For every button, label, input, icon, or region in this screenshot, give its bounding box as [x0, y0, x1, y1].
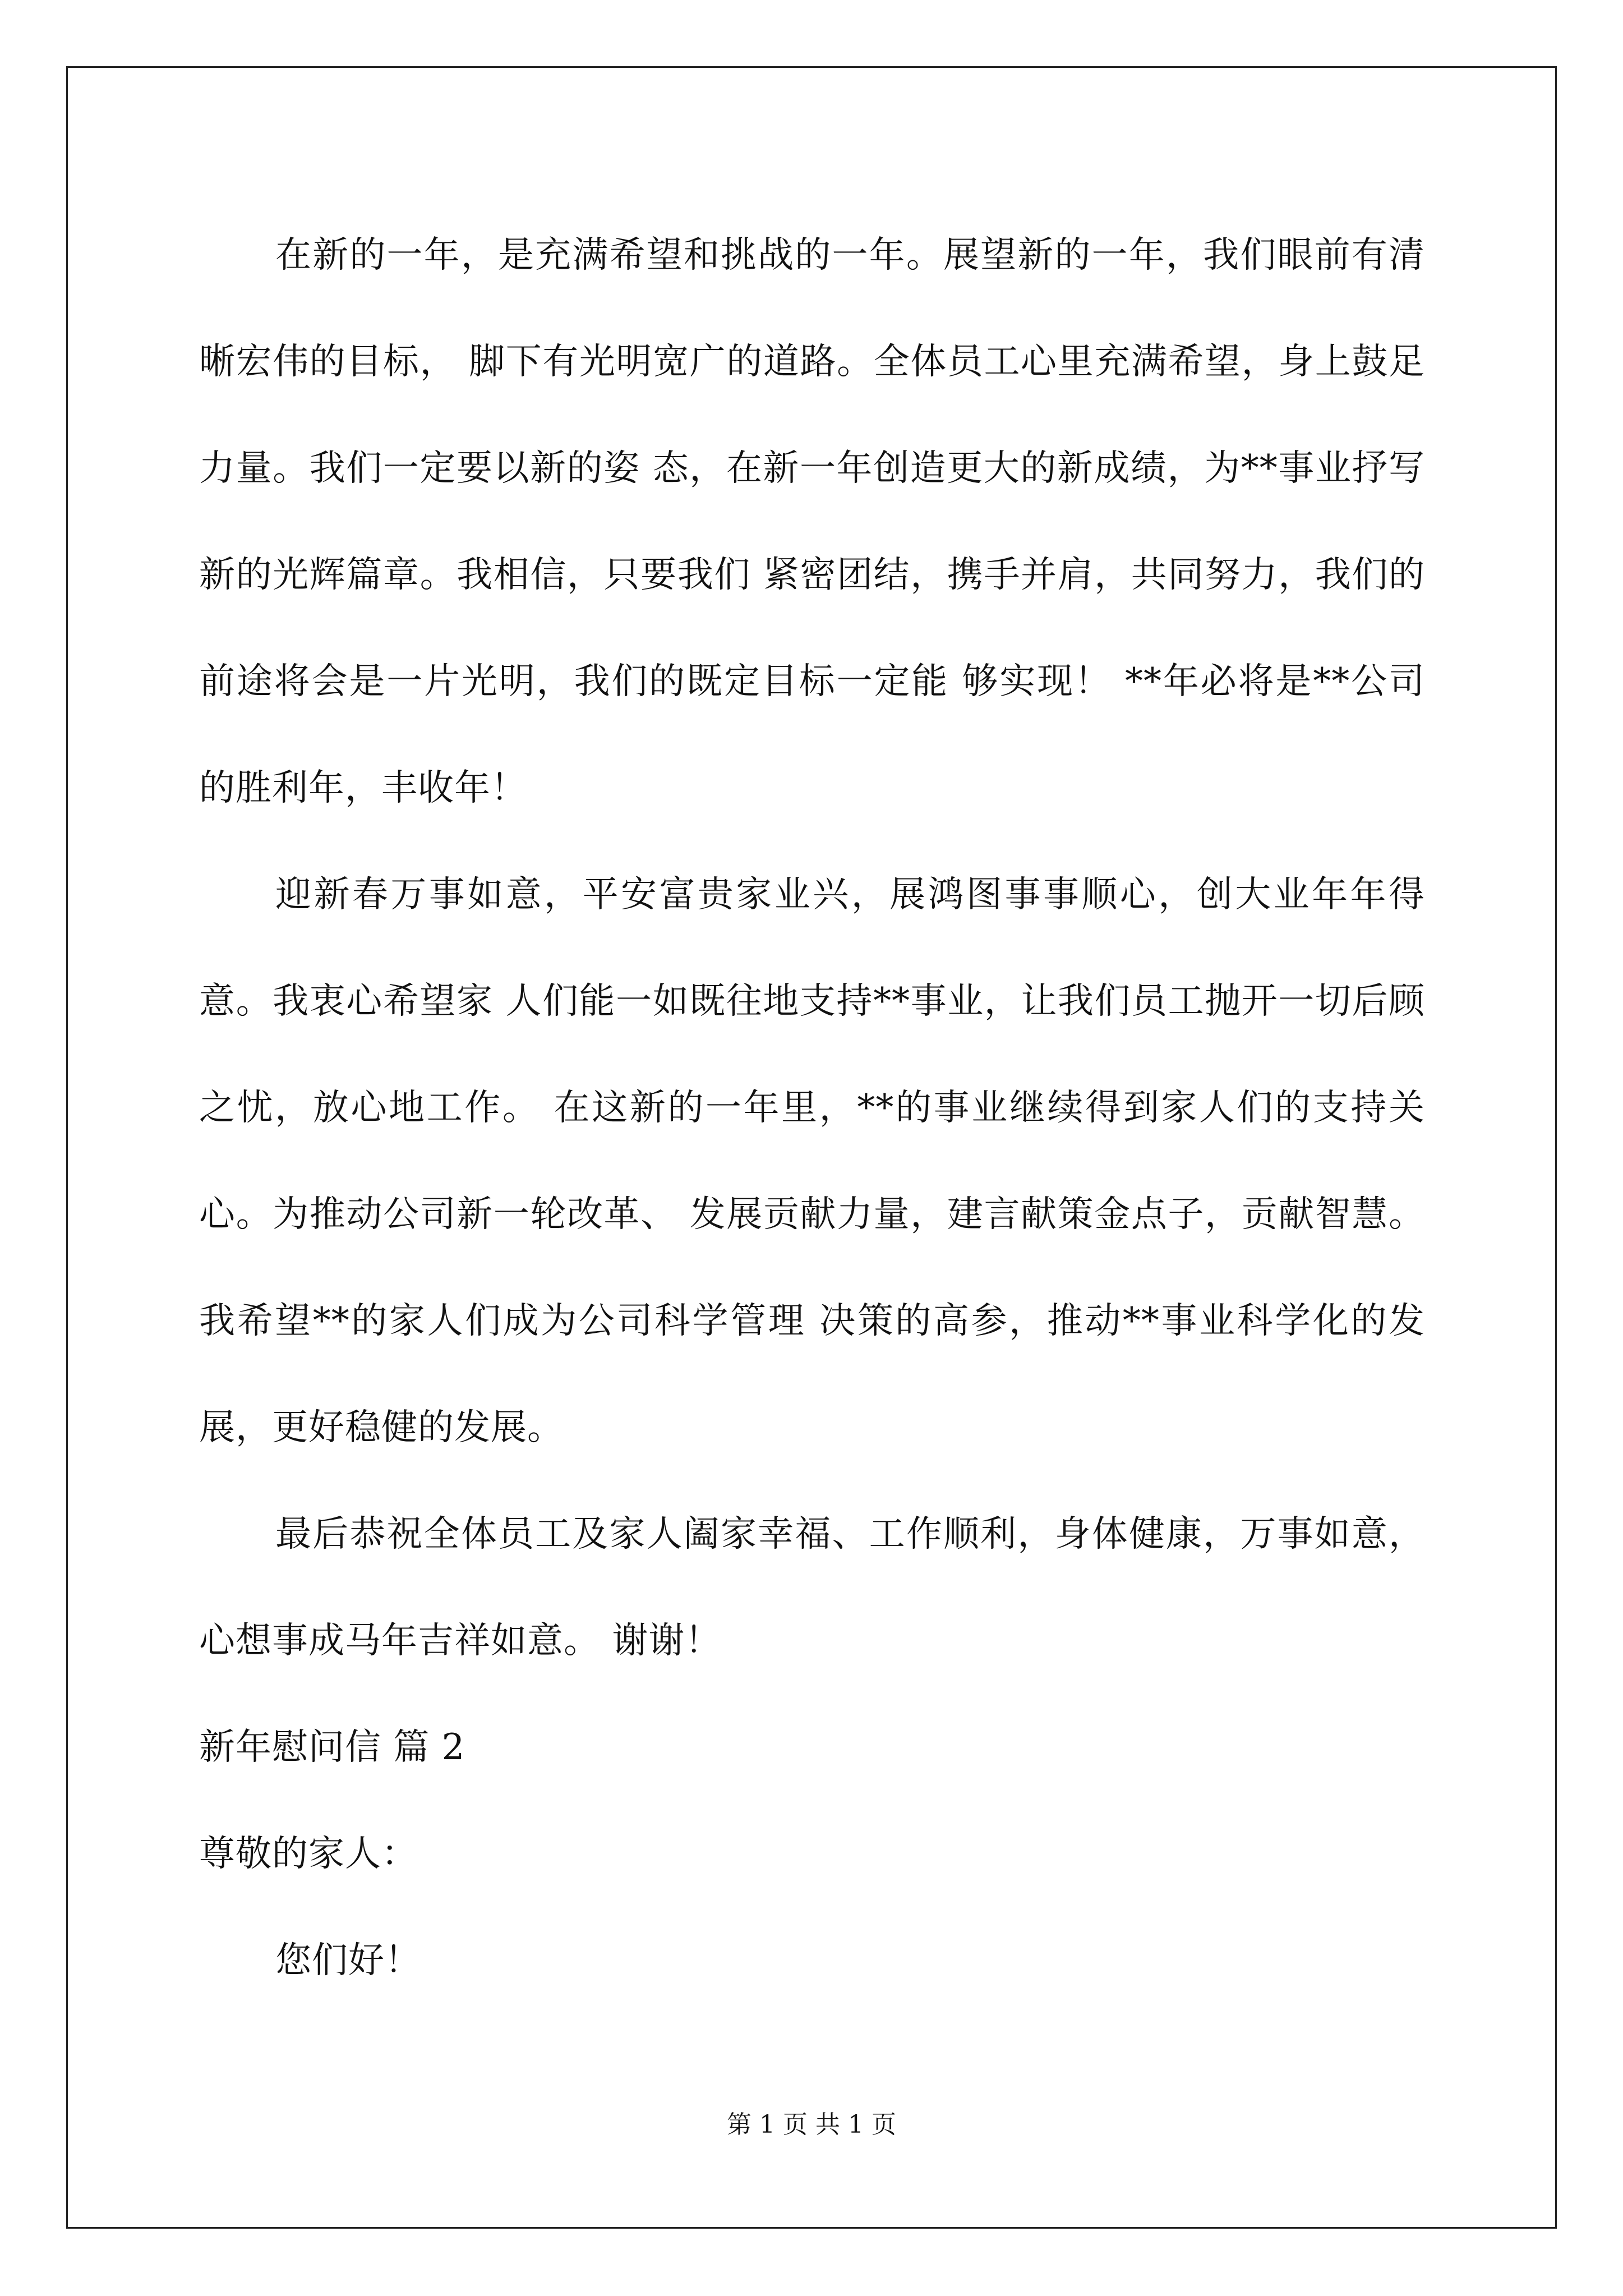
paragraph-3: 最后恭祝全体员工及家人阖家幸福、工作顺利，身体健康，万事如意，心想事成马年吉祥如意。 谢谢！	[199, 1513, 1425, 1662]
paragraph-1: 在新的一年，是充满希望和挑战的一年。展望新的一年，我们眼前有清晰宏伟的目标， 脚下有光明宽广的道路。全体员工心里充满希望，身上鼓足力量。我们一定要以新的姿 态，在新一年创造更大的新成绩，为**事业抒写新的光辉篇章。我相信，只要我们 紧密团结，携手并肩，共同努力，我们的前途将会是一片光明，我们的既定目标一定能 够实现！ **年必将是**公司的胜利年，丰收年！	[199, 234, 1425, 809]
salutation: 尊敬的家人：	[199, 1833, 418, 1875]
section-title: 新年慰问信 篇 2	[199, 1727, 465, 1768]
paragraph-2: 迎新春万事如意，平安富贵家业兴，展鸿图事事顺心，创大业年年得意。我衷心希望家 人们能一如既往地支持**事业，让我们员工抛开一切后顾之忧，放心地工作。 在这新的一年里，**的事业继续得到家人们的支持关心。为推动公司新一轮改革、 发展贡献力量，建言献策金点子，贡献智慧。我希望**的家人们成为公司科学管理 决策的高参，推动**事业科学化的发展，更好稳健的发展。	[199, 874, 1425, 1448]
page-footer: 第 1 页 共 1 页	[727, 2110, 896, 2139]
greeting: 您们好！	[275, 1940, 421, 1981]
document-body	[199, 202, 1425, 2014]
